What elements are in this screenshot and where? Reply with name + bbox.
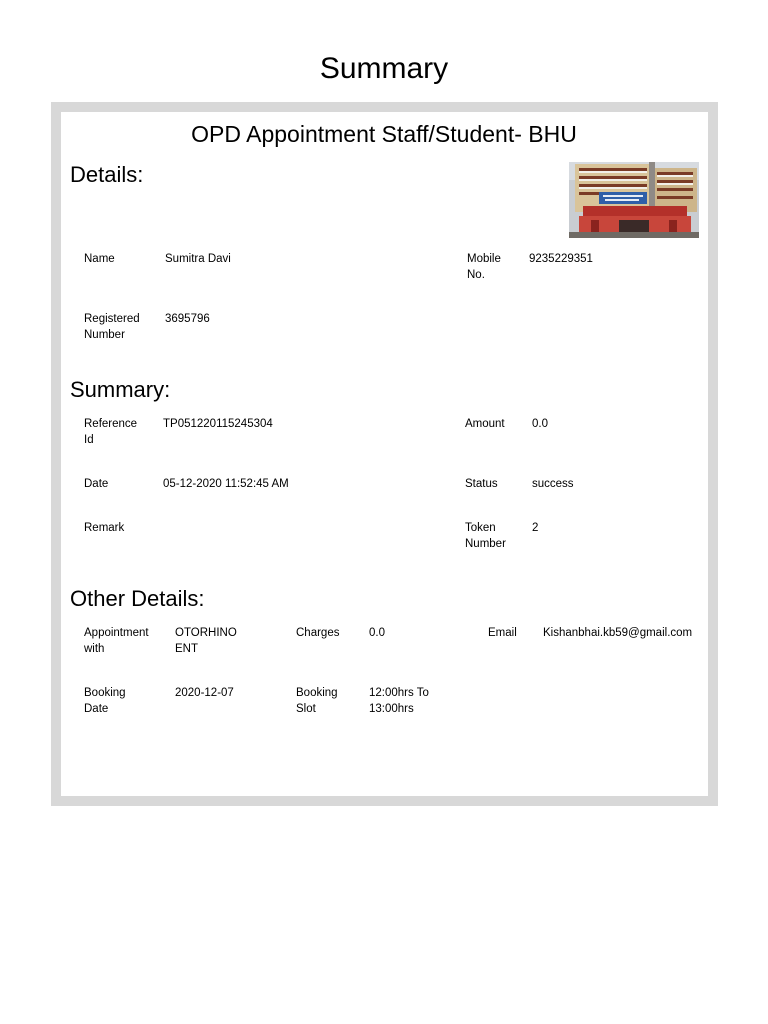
- charges-value: 0.0: [369, 627, 385, 639]
- details-heading: Details:: [70, 162, 144, 187]
- booking-date-value: 2020-12-07: [175, 687, 234, 699]
- mobile-label: Mobile No.: [467, 253, 501, 281]
- status-label: Status: [465, 478, 498, 490]
- mobile-value: 9235229351: [529, 253, 593, 265]
- status-value: success: [532, 478, 574, 490]
- date-value: 05-12-2020 11:52:45 AM: [163, 478, 289, 490]
- remark-label: Remark: [84, 522, 125, 534]
- charges-label: Charges: [296, 627, 340, 639]
- date-label: Date: [84, 478, 109, 490]
- reference-id-label: Reference Id: [84, 418, 138, 446]
- booking-slot-value: 12:00hrs To 13:00hrs: [369, 687, 429, 715]
- registered-number-value: 3695796: [165, 313, 210, 325]
- registered-number-label: Registered Number: [84, 313, 140, 341]
- token-number-value: 2: [532, 522, 539, 534]
- name-label: Name: [84, 253, 115, 265]
- email-label: Email: [488, 627, 517, 639]
- appointment-with-value: OTORHINO ENT: [175, 627, 237, 655]
- email-value: Kishanbhai.kb59@gmail.com: [543, 627, 693, 639]
- name-value: Sumitra Davi: [165, 253, 231, 265]
- amount-label: Amount: [465, 418, 505, 430]
- other-details-heading: Other Details:: [70, 586, 205, 611]
- hospital-photo: [569, 162, 699, 238]
- booking-date-label: Booking Date: [84, 687, 126, 715]
- appointment-with-label: Appointment with: [84, 627, 149, 655]
- summary-heading: Summary:: [70, 377, 171, 402]
- token-number-label: Token Number: [465, 522, 506, 550]
- amount-value: 0.0: [532, 418, 548, 430]
- reference-id-value: TP051220115245304: [163, 418, 273, 430]
- booking-slot-label: Booking Slot: [296, 687, 338, 715]
- form-title: OPD Appointment Staff/Student- BHU: [191, 121, 577, 147]
- page-title: Summary: [319, 52, 449, 85]
